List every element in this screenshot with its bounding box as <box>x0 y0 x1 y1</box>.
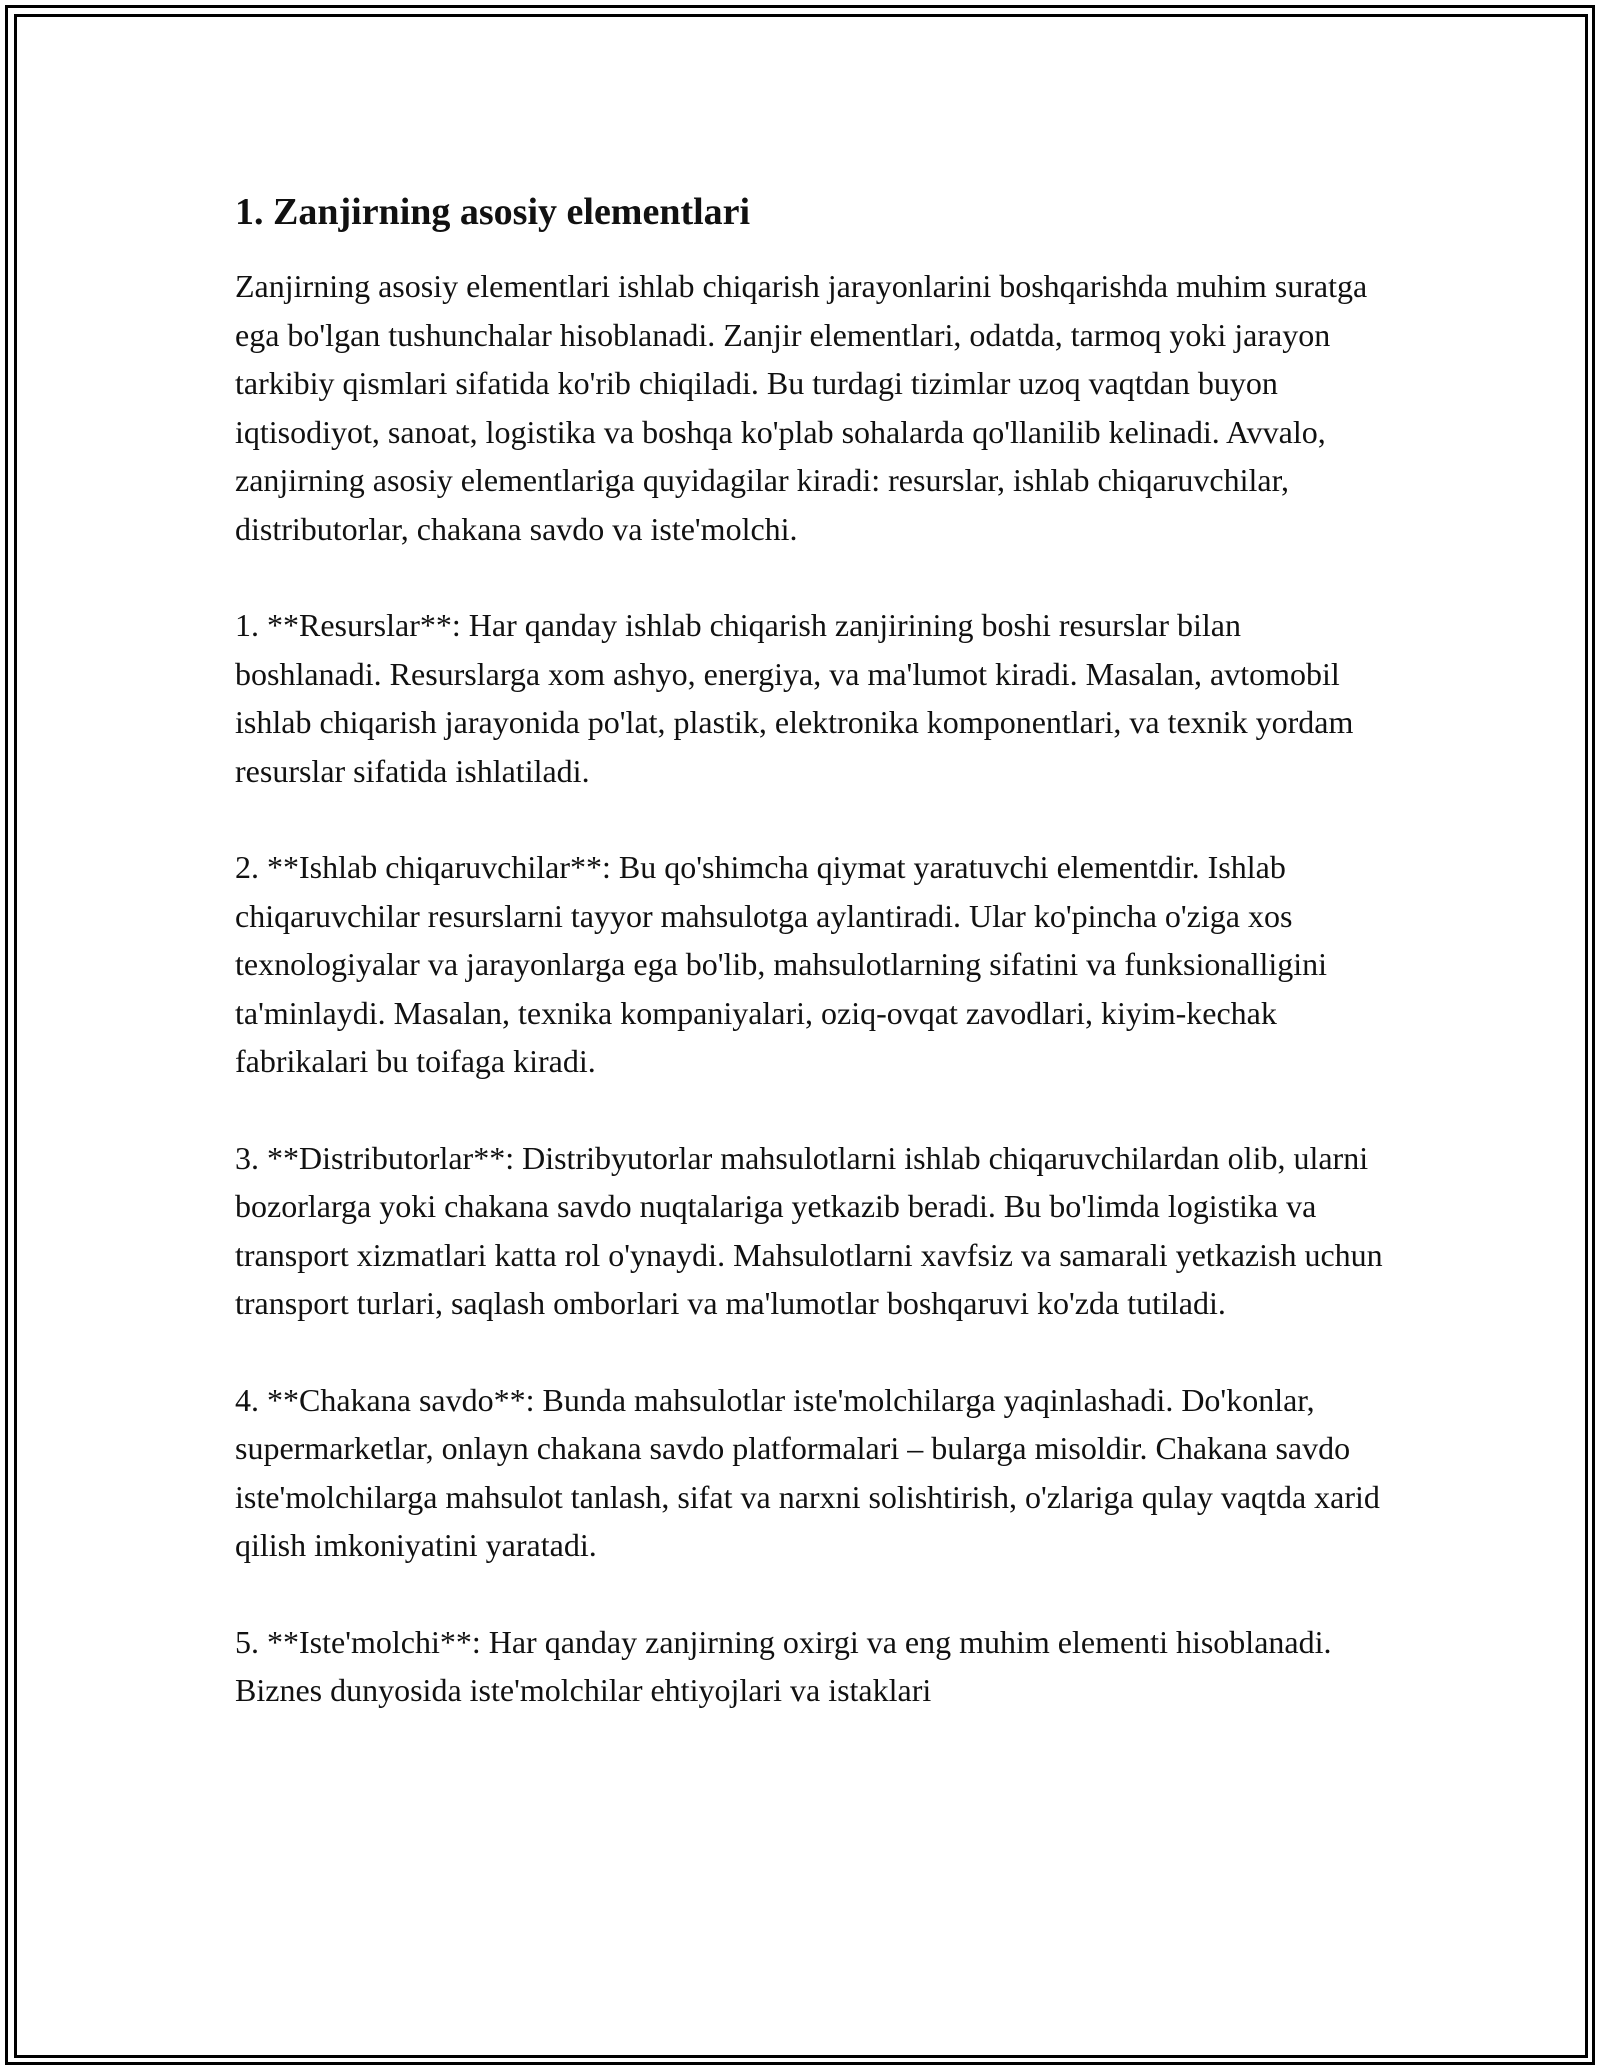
intro-paragraph: Zanjirning asosiy elementlari ishlab chiqarish jarayonlarini boshqarishda muhim suratga ega bo'lgan tushunchalar hisoblanadi. Zanjir elementlari, odatda, tarmoq yoki jarayon tarkibiy qismlari sifatida ko'rib chiqiladi. Bu turdagi tizimlar uzoq vaqtdan buyon iqtisodiyot, sanoat, logistika va boshqa ko'plab sohalarda qo'llanilib kelinadi. Avvalo, zanjirning asosiy elementlariga quyidagilar kiradi: resurslar, ishlab chiqaruvchilar, distributorlar, chakana savdo va iste'molchi. <box>235 268 1368 547</box>
paragraph-resurslar: 1. **Resurslar**: Har qanday ishlab chiqarish zanjirining boshi resurslar bilan boshlanadi. Resurslarga xom ashyo, energiya, va ma'lumot kiradi. Masalan, avtomobil ishlab chiqarish jarayonida po'lat, plastik, elektronika komponentlari, va texnik yordam resurslar sifatida ishlatiladi. <box>235 607 1354 789</box>
paragraph-ishlab-chiqaruvchilar: 2. **Ishlab chiqaruvchilar**: Bu qo'shimcha qiymat yaratuvchi elementdir. Ishlab chiqaruvchilar resurslarni tayyor mahsulotga aylantiradi. Ular ko'pincha o'ziga xos texnologiyalar va jarayonlarga ega bo'lib, mahsulotlarning sifatini va funksionalligini ta'minlaydi. Masalan, texnika kompaniyalari, oziq-ovqat zavodlari, kiyim-kechak fabrikalari bu toifaga kiradi. <box>235 849 1328 1079</box>
document-page <box>235 186 1385 1763</box>
paragraph-istemolchi: 5. **Iste'molchi**: Har qanday zanjirning oxirgi va eng muhim elementi hisoblanadi. Biznes dunyosida iste'molchilar ehtiyojlari va istaklari <box>235 1623 1332 1708</box>
section-heading: 1. Zanjirning asosiy elementlari <box>235 191 751 233</box>
paragraph-distributorlar: 3. **Distributorlar**: Distribyutorlar mahsulotlarni ishlab chiqaruvchilardan olib, ularni bozorlarga yoki chakana savdo nuqtalariga yetkazib beradi. Bu bo'limda logistika va transport xizmatlari katta rol o'ynaydi. Mahsulotlarni xavfsiz va samarali yetkazish uchun transport turlari, saqlash omborlari va ma'lumotlar boshqaruvi ko'zda tutiladi. <box>235 1139 1383 1321</box>
paragraph-chakana-savdo: 4. **Chakana savdo**: Bunda mahsulotlar iste'molchilarga yaqinlashadi. Do'konlar, supermarketlar, onlayn chakana savdo platformalari – bularga misoldir. Chakana savdo iste'molchilarga mahsulot tanlash, sifat va narxni solishtirish, o'zlariga qulay vaqtda xarid qilish imkoniyatini yaratadi. <box>235 1381 1380 1563</box>
